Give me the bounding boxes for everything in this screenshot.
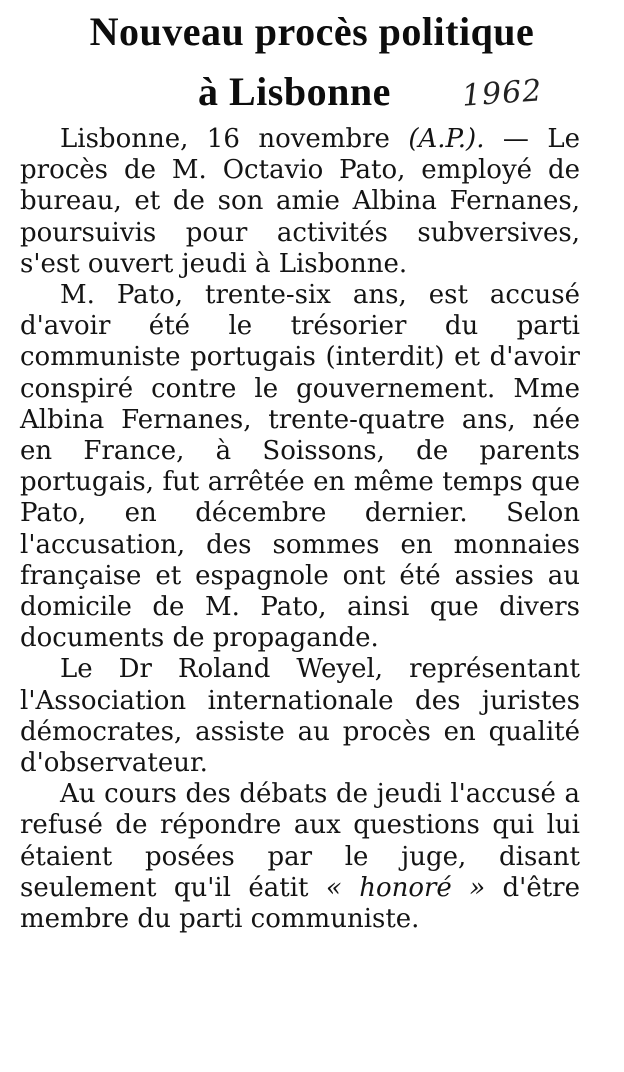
paragraph-4 bbox=[20, 779, 580, 935]
paragraph-1-text: Le procès de M. Octavio Pato, employé de bureau, et de son amie Albina Fernanes, poursuivis pour activités subversives, s'est ouvert jeudi à Lisbonne. bbox=[20, 124, 581, 279]
article-body bbox=[20, 124, 580, 935]
paragraph-3: Le Dr Roland Weyel, représentant l'Association internationale des juristes démocrates, assiste au procès en qualité d'observateur. bbox=[20, 654, 580, 779]
paragraph-4-end: d'être membre du parti communiste. bbox=[20, 872, 580, 935]
dateline: Lisbonne, 16 novembre bbox=[60, 124, 390, 154]
paragraph-2: M. Pato, trente-six ans, est accusé d'avoir été le trésorier du parti communiste portugais (interdit) et d'avoir conspiré contre le gouvernement. Mme Albina Fernanes, trente-quatre ans, née en France, à Soissons, de parents portugais, fut arrêtée en même temps que Pato, en décembre dernier. Selon l'accusation, des sommes en monnaies française et espagnole ont été assies au domicile de M. Pato, ainsi que divers documents de propagande. bbox=[20, 280, 580, 654]
headline-line-2: à Lisbonne bbox=[198, 69, 391, 114]
quoted-word: « honoré » bbox=[325, 872, 486, 903]
handwritten-year-annotation: 1962 bbox=[460, 73, 544, 114]
paragraph-1 bbox=[20, 124, 580, 280]
agency-credit: (A.P.). bbox=[408, 124, 485, 154]
dateline-dash: — bbox=[484, 124, 529, 154]
paragraph-4-start: Au cours des débats de jeudi l'accusé a refusé de répondre aux questions qui lui étaient posées par le juge, disant seulement qu'il éatit bbox=[20, 779, 580, 903]
headline-line-1: Nouveau procès politique bbox=[89, 9, 535, 54]
